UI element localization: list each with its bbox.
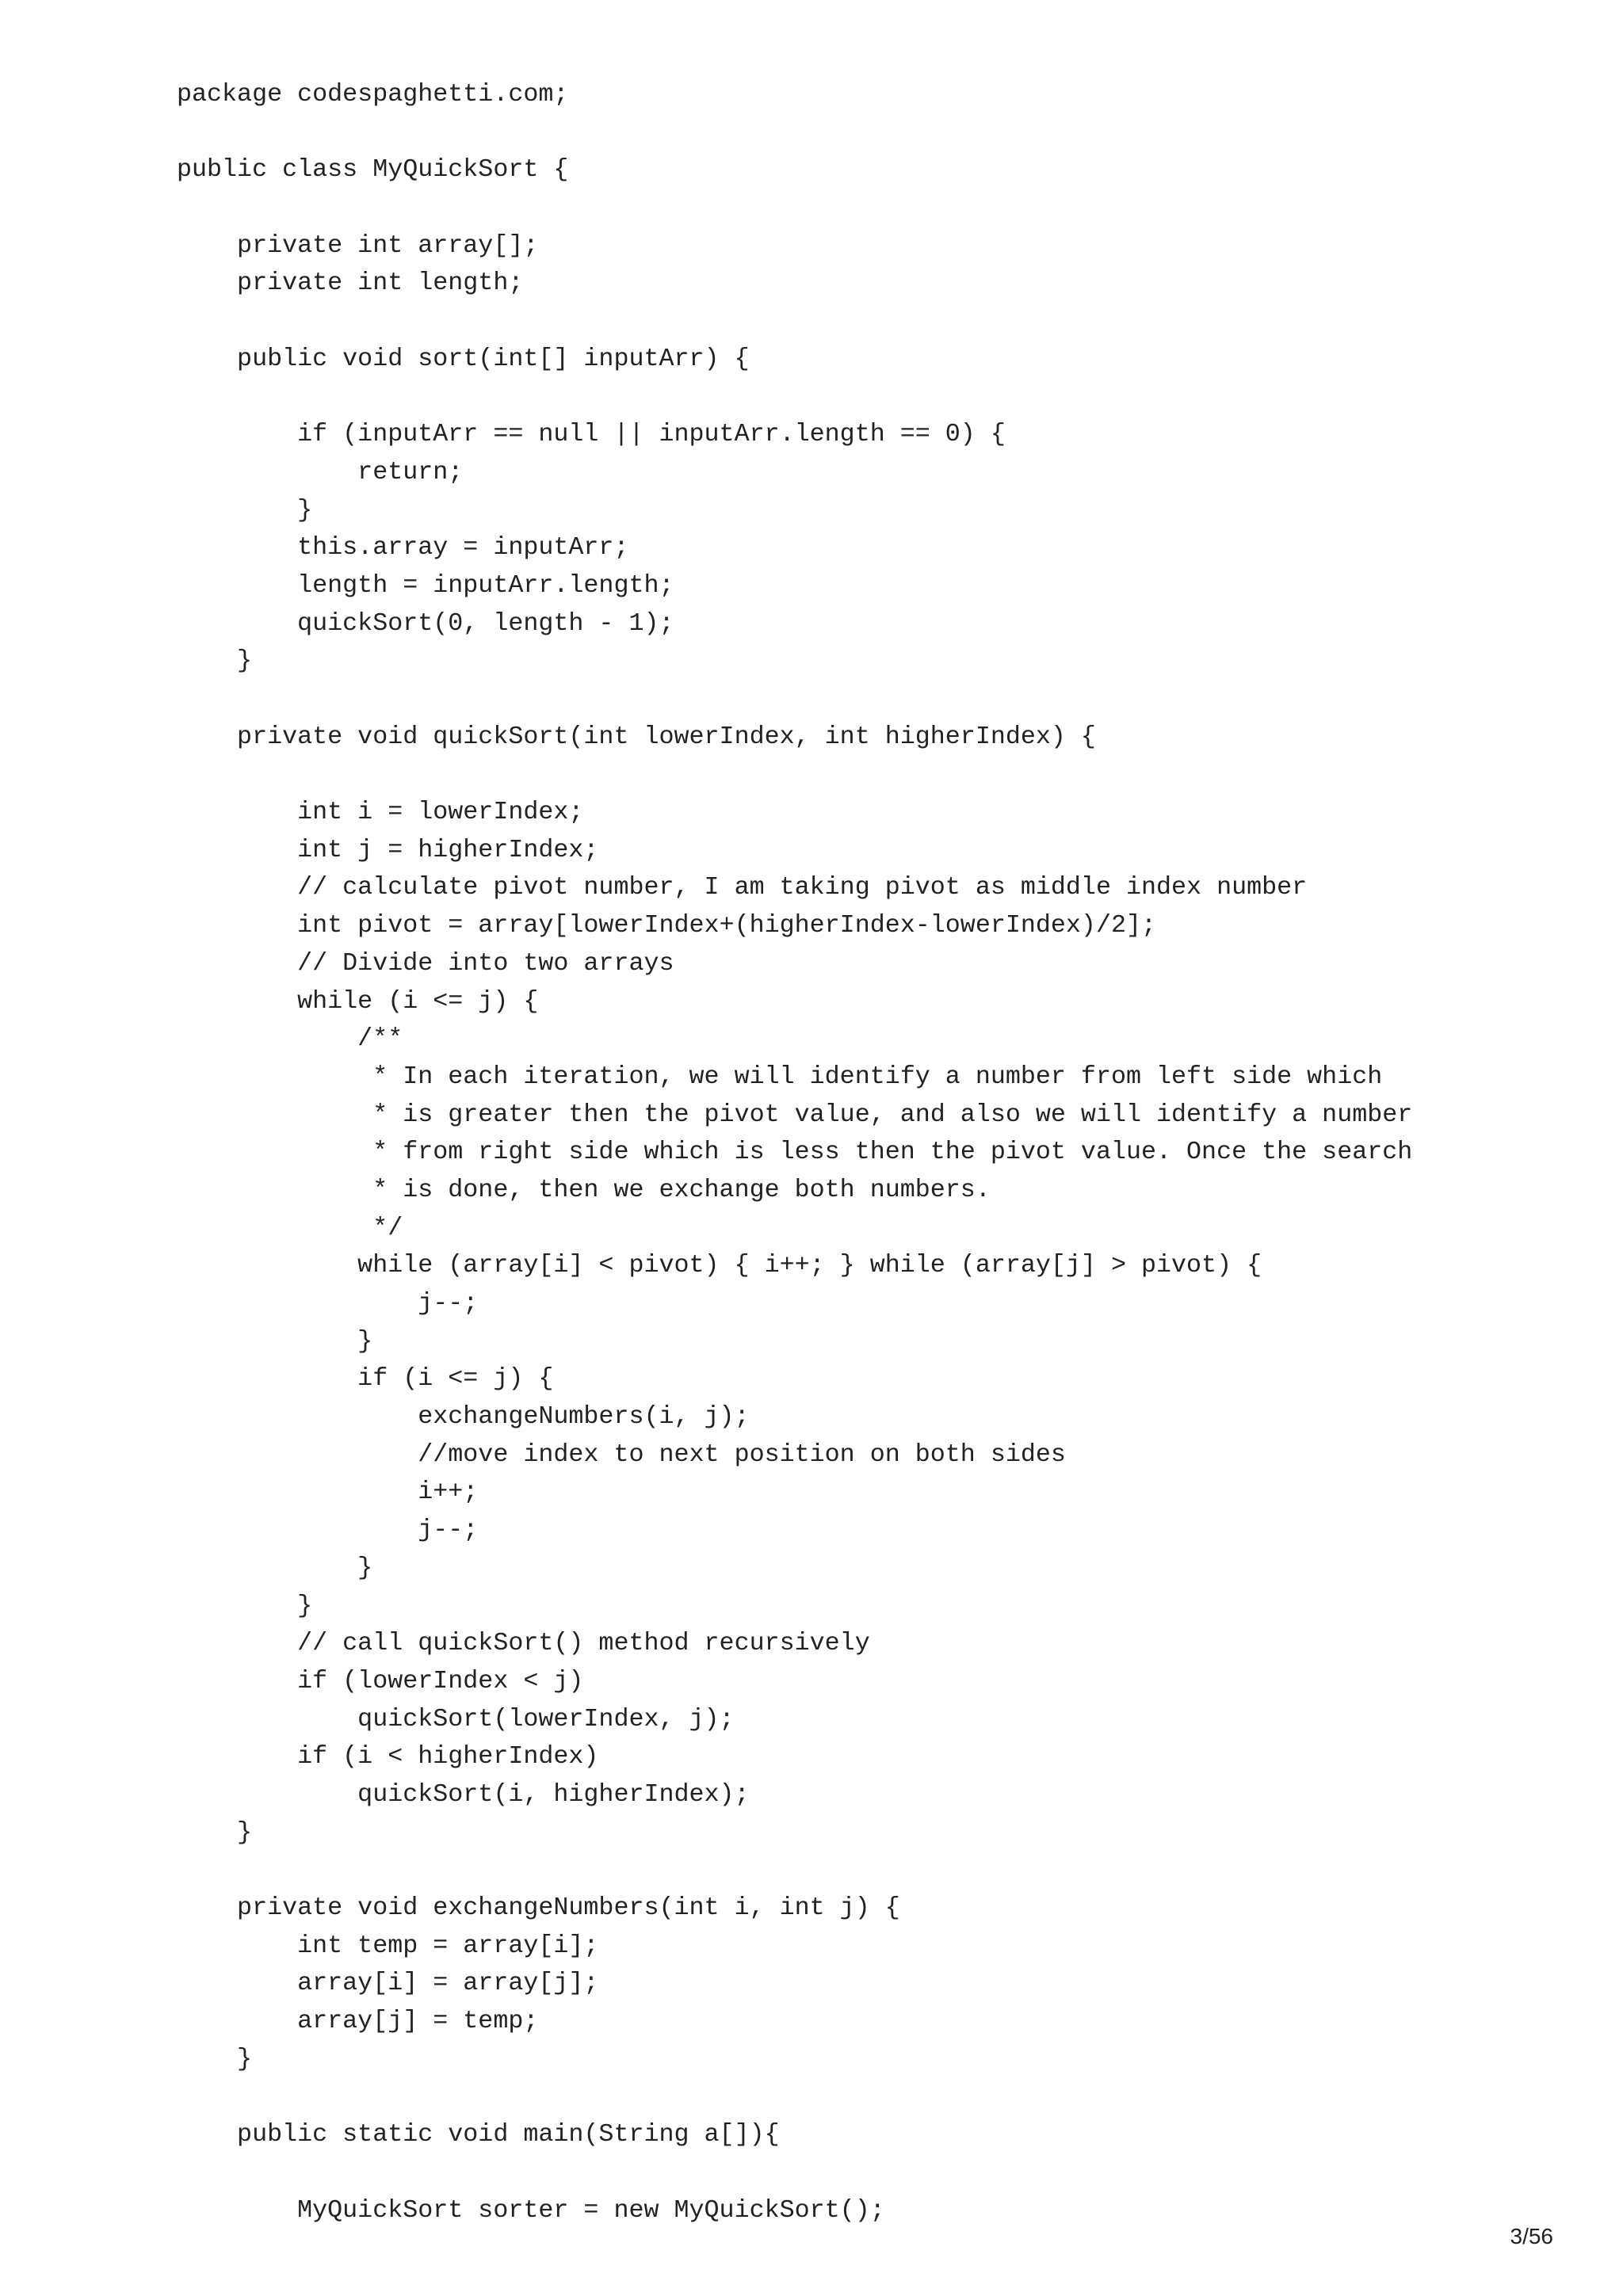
code-line: MyQuickSort sorter = new MyQuickSort(); xyxy=(177,2195,885,2225)
code-line xyxy=(177,2154,1412,2192)
code-line: private void quickSort(int lowerIndex, int higherIndex) { xyxy=(177,722,1096,751)
code-line: * is greater then the pivot value, and also we will identify a number xyxy=(177,1100,1413,1129)
code-line: // calculate pivot number, I am taking pivot as middle index number xyxy=(177,873,1308,902)
code-line: if (i <= j) { xyxy=(177,1364,554,1394)
code-line xyxy=(177,756,1412,794)
code-line: quickSort(0, length - 1); xyxy=(177,608,674,638)
page-number: 3/56 xyxy=(1510,2224,1553,2248)
code-line xyxy=(177,114,1412,152)
code-line xyxy=(177,379,1412,417)
code-line: public void sort(int[] inputArr) { xyxy=(177,344,750,373)
code-line: i++; xyxy=(177,1478,479,1507)
code-line: j--; xyxy=(177,1516,479,1545)
code-line: if (i < higherIndex) xyxy=(177,1742,599,1772)
code-line: int i = lowerIndex; xyxy=(177,798,584,827)
code-line: } xyxy=(177,495,313,524)
code-line: */ xyxy=(177,1213,403,1242)
code-line: this.array = inputArr; xyxy=(177,533,629,563)
code-line: int j = higherIndex; xyxy=(177,835,599,864)
code-line: int pivot = array[lowerIndex+(higherIndex-lowerIndex)/2]; xyxy=(177,911,1157,940)
code-block xyxy=(177,76,1412,2229)
code-line: * is done, then we exchange both numbers. xyxy=(177,1175,991,1204)
code-line: } xyxy=(177,1326,373,1356)
code-line xyxy=(177,189,1412,227)
code-line: /** xyxy=(177,1024,403,1054)
code-line: } xyxy=(177,646,253,676)
code-line: quickSort(i, higherIndex); xyxy=(177,1779,750,1809)
code-line: public static void main(String a[]){ xyxy=(177,2120,780,2149)
code-line: return; xyxy=(177,457,464,486)
code-line: // call quickSort() method recursively xyxy=(177,1629,870,1658)
code-line: j--; xyxy=(177,1289,479,1318)
code-line: array[j] = temp; xyxy=(177,2007,539,2036)
code-line: public class MyQuickSort { xyxy=(177,155,569,185)
code-line: * from right side which is less then the pivot value. Once the search xyxy=(177,1138,1413,1167)
code-line: array[i] = array[j]; xyxy=(177,1969,599,1998)
code-line: * In each iteration, we will identify a number from left side which xyxy=(177,1062,1383,1091)
code-line xyxy=(177,1852,1412,1890)
code-line: exchangeNumbers(i, j); xyxy=(177,1402,750,1432)
code-line: if (lowerIndex < j) xyxy=(177,1666,584,1695)
code-line xyxy=(177,681,1412,719)
code-line: } xyxy=(177,1817,253,1847)
code-line xyxy=(177,303,1412,341)
code-line: quickSort(lowerIndex, j); xyxy=(177,1704,735,1733)
code-line: private void exchangeNumbers(int i, int j) { xyxy=(177,1894,900,1922)
code-line: //move index to next position on both sides xyxy=(177,1440,1066,1469)
code-line xyxy=(177,2078,1412,2116)
code-line: int temp = array[i]; xyxy=(177,1931,599,1960)
code-line: } xyxy=(177,2044,253,2073)
code-line: while (i <= j) { xyxy=(177,986,539,1016)
code-line: if (inputArr == null || inputArr.length == 0) { xyxy=(177,420,1006,449)
code-line: private int length; xyxy=(177,269,524,298)
code-line: while (array[i] < pivot) { i++; } while (array[j] > pivot) { xyxy=(177,1251,1262,1280)
code-line: package codespaghetti.com; xyxy=(177,80,569,109)
code-line: length = inputArr.length; xyxy=(177,570,674,600)
code-line: private int array[]; xyxy=(177,231,539,260)
code-line: // Divide into two arrays xyxy=(177,948,674,978)
code-line: } xyxy=(177,1553,373,1582)
code-line: } xyxy=(177,1591,313,1620)
